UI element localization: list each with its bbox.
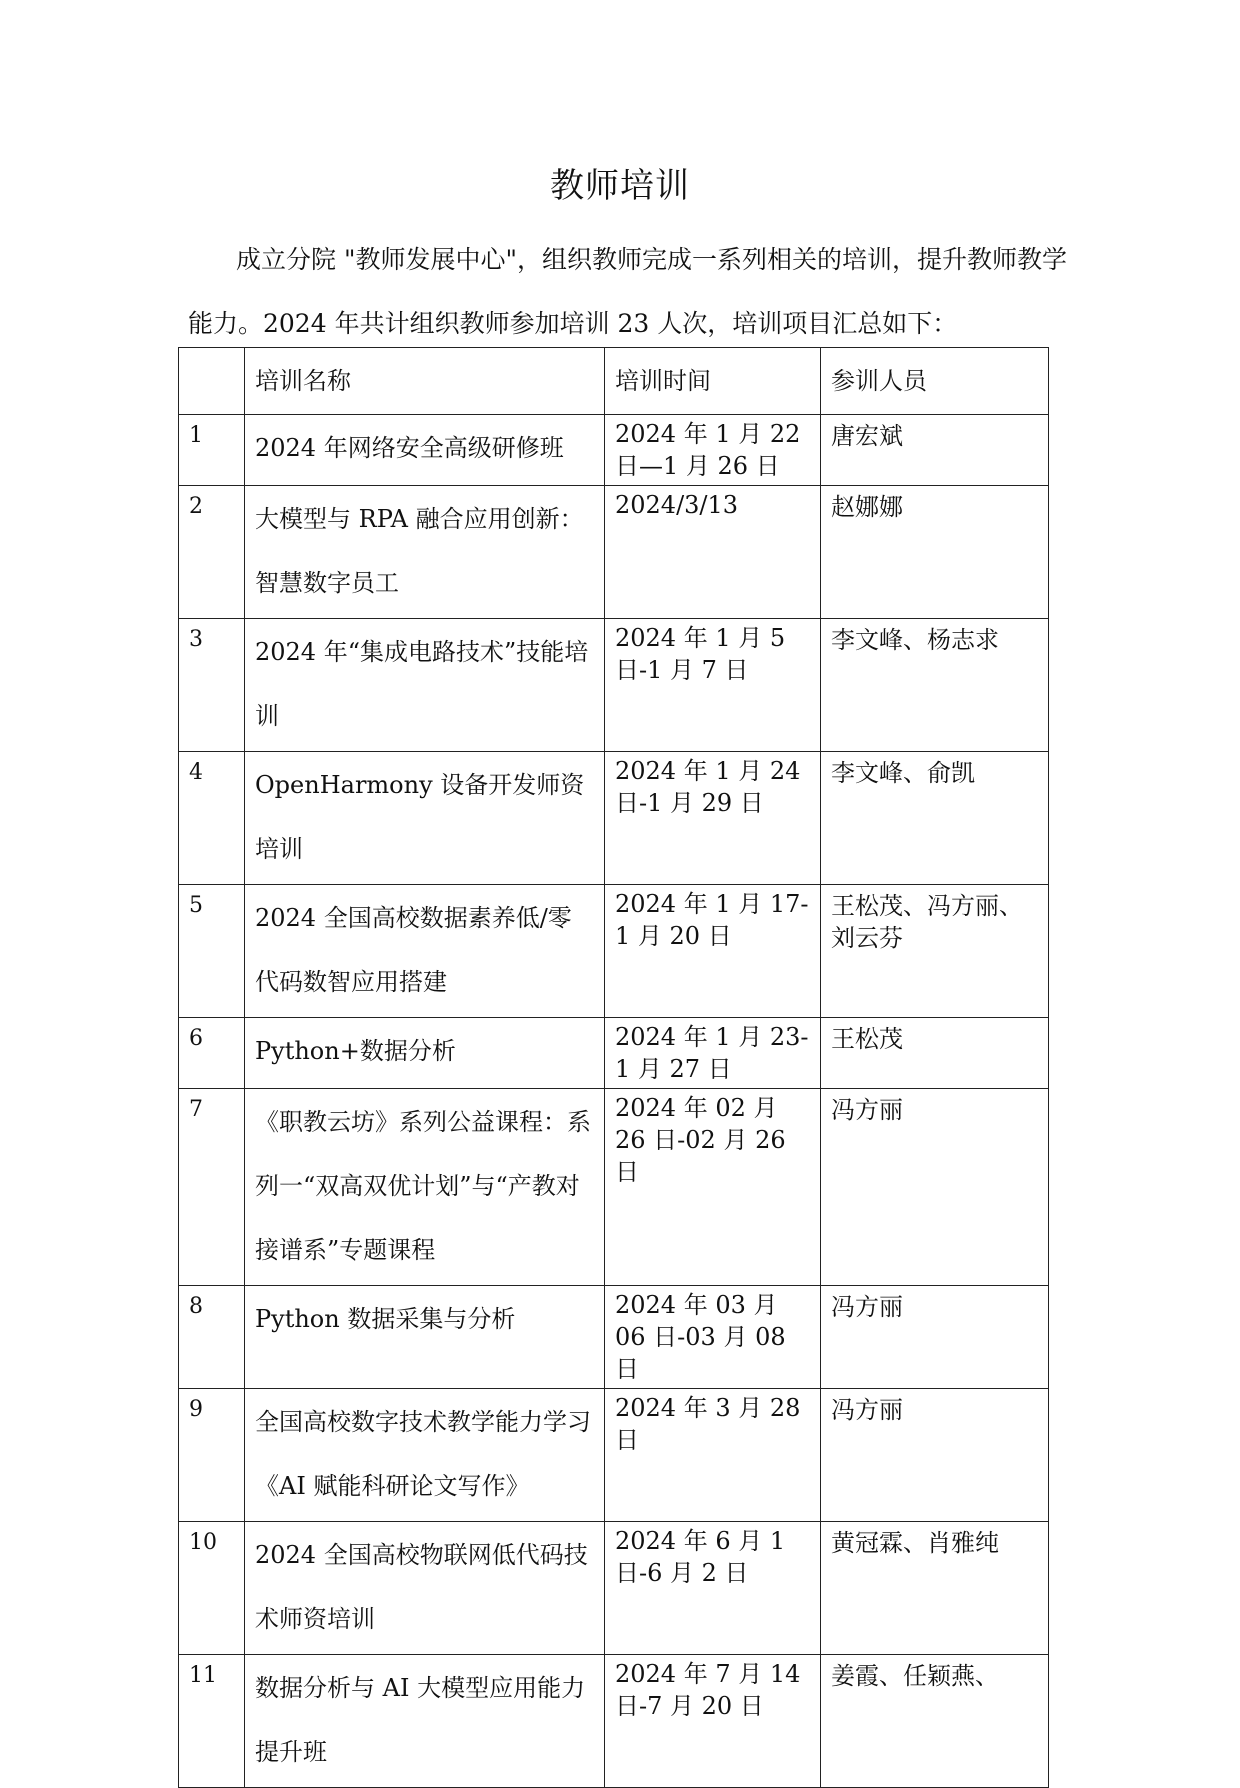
row-participants: 姜霞、任颖燕、 [831, 1662, 999, 1690]
header-cell-number [179, 348, 245, 415]
row-training-name-cell [245, 1522, 605, 1655]
row-number: 2 [189, 494, 203, 519]
page-title: 教师培训 [550, 166, 690, 206]
table-row [179, 1389, 1049, 1522]
row-training-time: 2024 年 6 月 1 日-6 月 2 日 [615, 1527, 786, 1587]
row-training-time-cell [605, 415, 821, 486]
row-participants: 李文峰、杨志求 [831, 626, 999, 654]
row-training-name-cell [245, 486, 605, 619]
row-training-time: 2024 年 1 月 23-1 月 27 日 [615, 1023, 809, 1083]
row-number: 8 [189, 1294, 203, 1319]
training-table [178, 347, 1049, 1788]
row-number: 4 [189, 760, 203, 785]
row-number: 1 [189, 423, 203, 448]
row-number: 5 [189, 893, 203, 918]
row-participants-cell [821, 1089, 1049, 1286]
header-cell-people: 参训人员 [821, 348, 1049, 415]
table-header-row [179, 348, 1049, 415]
intro-paragraph: 成立分院 "教师发展中心"，组织教师完成一系列相关的培训，提升教师教学能力。2024 年共计组织教师参加培训 23 人次，培训项目汇总如下： [188, 245, 1067, 338]
table-row [179, 1522, 1049, 1655]
row-training-name-cell [245, 415, 605, 486]
row-training-name-cell [245, 1389, 605, 1522]
row-number: 3 [189, 627, 203, 652]
row-training-time: 2024 年 1 月 5 日-1 月 7 日 [615, 624, 786, 684]
row-training-time-cell [605, 1018, 821, 1089]
row-participants: 王松茂 [831, 1025, 903, 1053]
table-row [179, 885, 1049, 1018]
row-participants: 冯方丽 [831, 1396, 903, 1424]
row-training-name: Python+数据分析 [255, 1037, 456, 1065]
row-participants-cell [821, 486, 1049, 619]
row-training-name: 2024 年网络安全高级研修班 [255, 434, 564, 462]
row-training-time-cell [605, 1522, 821, 1655]
row-training-name: 大模型与 RPA 融合应用创新：智慧数字员工 [255, 505, 584, 597]
row-training-name: 《职教云坊》系列公益课程：系列一“双高双优计划”与“产教对接谱系”专题课程 [255, 1108, 591, 1264]
row-number: 7 [189, 1097, 203, 1122]
row-number-cell [179, 486, 245, 619]
row-training-name: 全国高校数字技术教学能力学习《AI 赋能科研论文写作》 [255, 1408, 591, 1500]
row-number: 9 [189, 1397, 203, 1422]
row-number-cell [179, 1389, 245, 1522]
row-participants-cell [821, 619, 1049, 752]
row-training-name: 2024 年“集成电路技术”技能培训 [255, 638, 589, 730]
table-row [179, 1655, 1049, 1788]
row-participants: 冯方丽 [831, 1293, 903, 1321]
row-participants-cell [821, 1286, 1049, 1389]
row-training-time-cell [605, 885, 821, 1018]
row-training-name: 2024 全国高校数据素养低/零代码数智应用搭建 [255, 904, 572, 996]
row-participants-cell [821, 1655, 1049, 1788]
row-participants: 唐宏斌 [831, 422, 903, 450]
row-training-time-cell [605, 486, 821, 619]
row-training-time-cell [605, 1089, 821, 1286]
row-number-cell [179, 1522, 245, 1655]
row-participants: 王松茂、冯方丽、刘云芬 [831, 892, 1023, 952]
table-row [179, 486, 1049, 619]
row-training-time-cell [605, 752, 821, 885]
row-training-time: 2024 年 02 月 26 日-02 月 26 日 [615, 1094, 786, 1186]
row-number-cell [179, 885, 245, 1018]
row-number: 11 [189, 1663, 217, 1688]
row-training-time: 2024 年 1 月 24 日-1 月 29 日 [615, 757, 801, 817]
row-number-cell [179, 1655, 245, 1788]
row-training-name: OpenHarmony 设备开发师资培训 [255, 771, 585, 863]
row-participants-cell [821, 885, 1049, 1018]
row-training-time: 2024 年 7 月 14 日-7 月 20 日 [615, 1660, 801, 1720]
header-cell-name: 培训名称 [245, 348, 605, 415]
row-participants-cell [821, 1018, 1049, 1089]
row-training-time-cell [605, 619, 821, 752]
row-number-cell [179, 752, 245, 885]
table-row [179, 619, 1049, 752]
table-row [179, 752, 1049, 885]
row-training-name: Python 数据采集与分析 [255, 1305, 516, 1333]
row-training-name: 数据分析与 AI 大模型应用能力提升班 [255, 1674, 586, 1766]
row-number-cell [179, 415, 245, 486]
row-participants: 黄冠霖、肖雅纯 [831, 1529, 999, 1557]
row-training-name-cell [245, 619, 605, 752]
row-training-time: 2024 年 1 月 17-1 月 20 日 [615, 890, 809, 950]
row-participants: 赵娜娜 [831, 493, 903, 521]
table-row [179, 415, 1049, 486]
row-training-time-cell [605, 1389, 821, 1522]
header-cell-time: 培训时间 [605, 348, 821, 415]
row-training-name: 2024 全国高校物联网低代码技术师资培训 [255, 1541, 588, 1633]
row-number-cell [179, 1286, 245, 1389]
row-training-name-cell [245, 1089, 605, 1286]
row-training-time: 2024 年 3 月 28 日 [615, 1394, 801, 1454]
row-participants-cell [821, 752, 1049, 885]
row-number: 10 [189, 1530, 217, 1555]
row-participants: 冯方丽 [831, 1096, 903, 1124]
row-training-name-cell [245, 885, 605, 1018]
row-training-name-cell [245, 752, 605, 885]
row-training-time-cell [605, 1286, 821, 1389]
row-participants-cell [821, 415, 1049, 486]
row-training-time: 2024/3/13 [615, 491, 739, 519]
table-row [179, 1018, 1049, 1089]
row-number: 6 [189, 1026, 203, 1051]
table-row [179, 1089, 1049, 1286]
row-number-cell [179, 1018, 245, 1089]
row-training-name-cell [245, 1655, 605, 1788]
row-number-cell [179, 619, 245, 752]
row-participants-cell [821, 1522, 1049, 1655]
row-training-time-cell [605, 1655, 821, 1788]
row-participants: 李文峰、俞凯 [831, 759, 975, 787]
row-training-time: 2024 年 03 月 06 日-03 月 08 日 [615, 1291, 786, 1383]
row-training-name-cell [245, 1286, 605, 1389]
row-number-cell [179, 1089, 245, 1286]
row-training-time: 2024 年 1 月 22 日—1 月 26 日 [615, 420, 801, 480]
row-participants-cell [821, 1389, 1049, 1522]
row-training-name-cell [245, 1018, 605, 1089]
table-row [179, 1286, 1049, 1389]
